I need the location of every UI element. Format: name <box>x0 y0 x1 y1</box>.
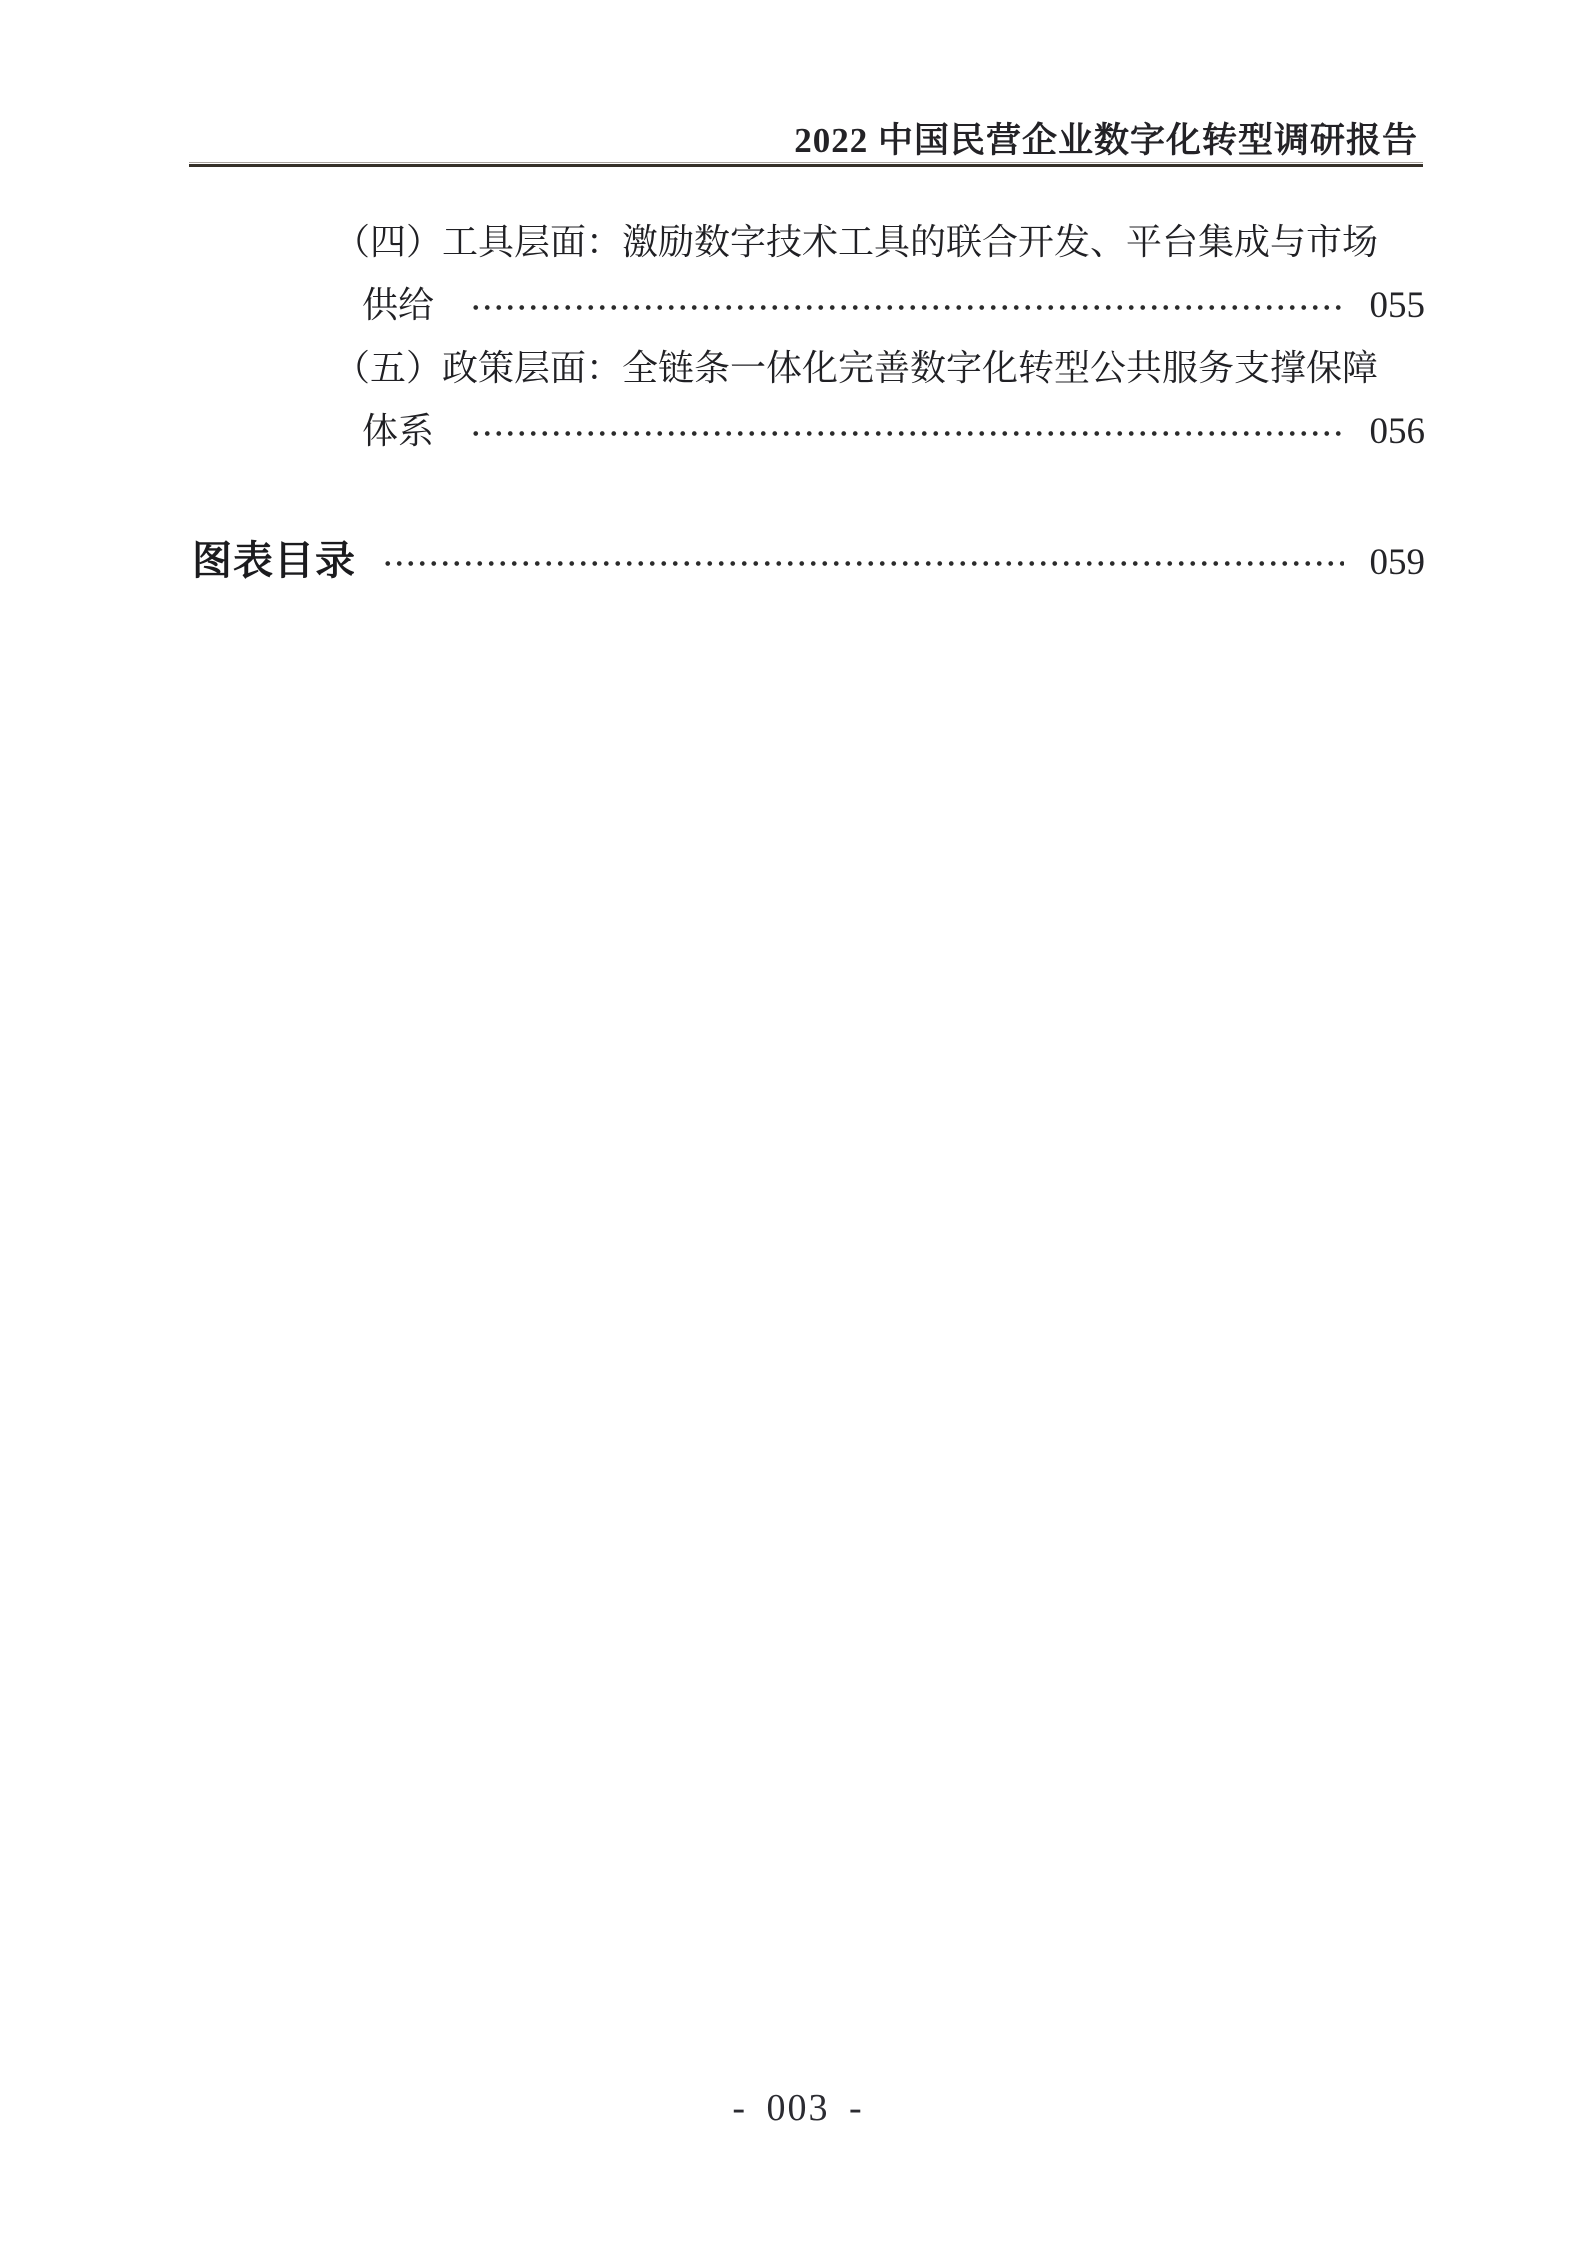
toc-entry-title: （五）政策层面：全链条一体化完善数字化转型公共服务支撑保障 <box>334 348 1379 388</box>
toc-entry-continuation: 体系 <box>362 411 435 451</box>
dot-leader <box>470 430 1343 437</box>
toc-entry[interactable] <box>0 337 1596 463</box>
toc-page-number: 055 <box>1369 285 1425 326</box>
toc-entry-continuation-row <box>0 400 1596 463</box>
dot-leader <box>470 304 1343 311</box>
toc-page-number: 059 <box>1369 542 1425 583</box>
report-header-title: 2022 中国民营企业数字化转型调研报告 <box>794 121 1418 160</box>
toc-page-number: 056 <box>1369 411 1425 452</box>
toc-entry-title: （四）工具层面：激励数字技术工具的联合开发、平台集成与市场 <box>334 222 1379 262</box>
figures-toc-heading: 图表目录 <box>192 538 356 583</box>
table-of-contents <box>0 211 1596 594</box>
toc-entry-continuation-row <box>0 274 1596 337</box>
page-number-footer: - 003 - <box>732 2087 864 2129</box>
toc-entry-continuation: 供给 <box>362 285 435 325</box>
toc-entry-figures[interactable] <box>0 529 1596 594</box>
dot-leader <box>382 560 1344 567</box>
header-rule <box>189 162 1423 167</box>
toc-entry[interactable] <box>0 211 1596 337</box>
